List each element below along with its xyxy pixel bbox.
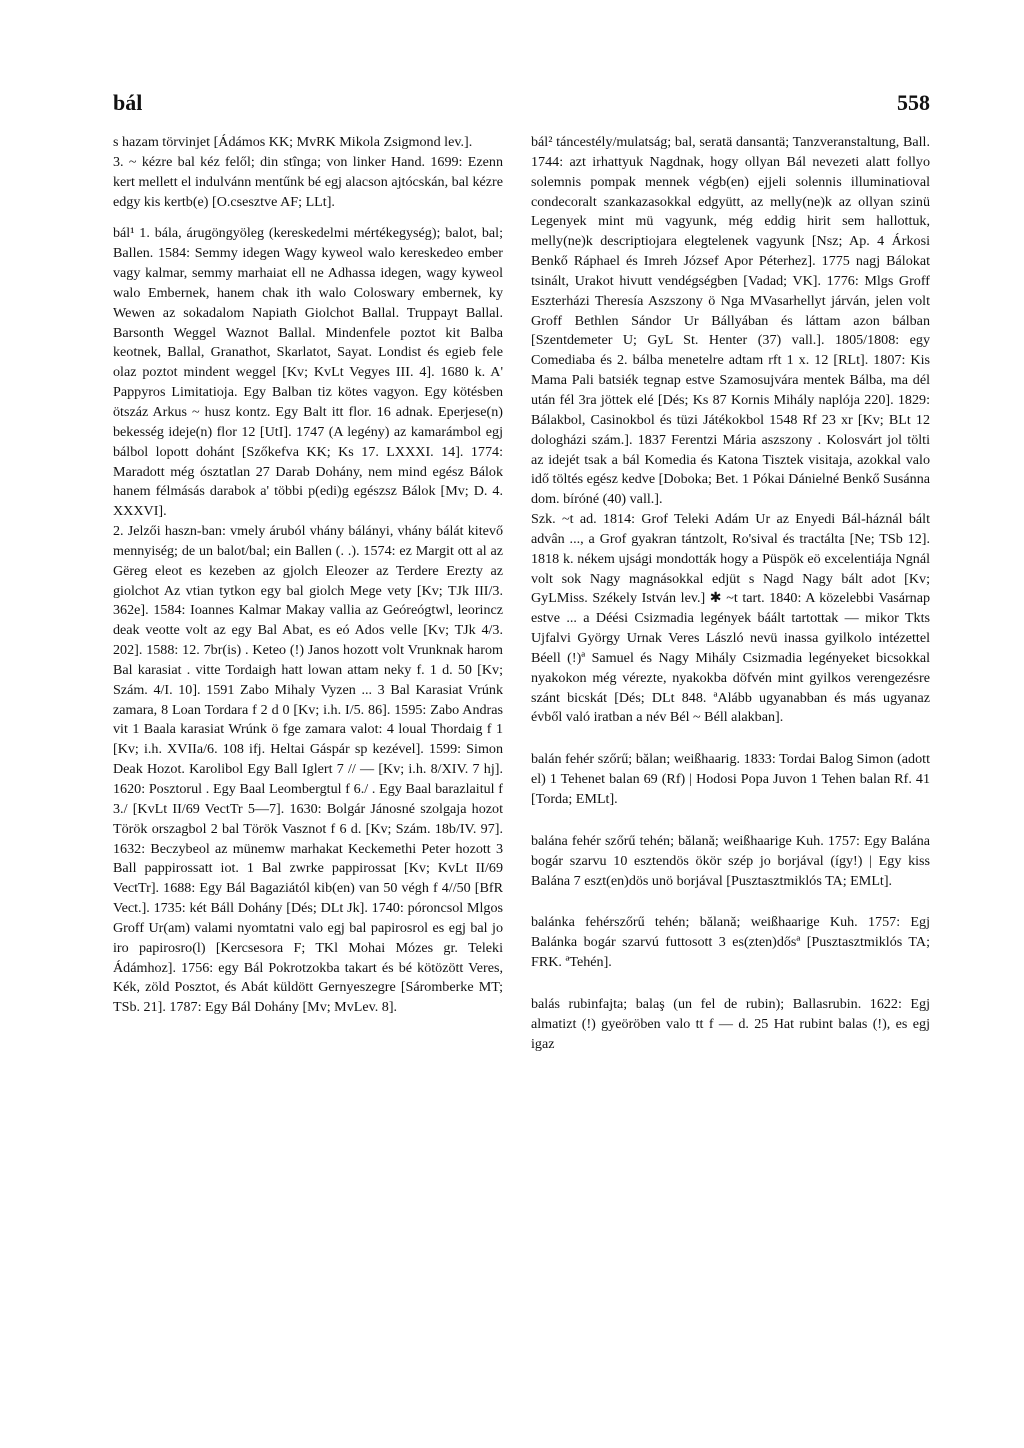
entry-balana: balána fehér szőrű tehén; bălană; weißhaarige Kuh. 1757: Egy Balána bogár szarvu 10 esztendös ökör szép jo borjával (így!) | Egy kiss Balána 7 eszt(en)dös unö borjával [Pusztasztmiklós TA; EMLt]. bbox=[531, 832, 930, 889]
left-column bbox=[113, 133, 503, 1018]
entry-paragraph: 3. ~ kézre bal kéz felől; din stînga; von linker Hand. 1699: Ezenn kert mellett el indulvánn mentűnk bé egj alacson ajtócskán, bal kézre edgy kis kertb(e) [O.csesztve AF; LLt]. bbox=[113, 153, 503, 210]
entry-balanka: balánka fehérszőrű tehén; bălană; weißhaarige Kuh. 1757: Egj Balánka bogár szarvú futtosott 3 es(zten)dősª [Pusztasztmiklós TA; FRK. ªTehén]. bbox=[531, 914, 930, 971]
right-column bbox=[531, 133, 930, 1054]
entry-paragraph: 2. Jelzői haszn-ban: vmely áruból vhány bálányi, vhány bálát kitevő mennyiség; de un balot/bal; ein Ballen (. .). 1574: ez Margit ott al az Gëreg eleot es kezeben az gjolch Eleozer az Terdere Erezty az giolchot Az vtian tytkon egy bal giolch Mege vety [Kv; TJk III/3. 362e]. 1584: Ioannes Kalmar Makay vallia az Geóreógtwl, leorincz deak veotte volt az egy Bal Abat, es eó Ados velle [Kv; TJk 4/3. 202]. 1588: 12. 7br(is) . Keteo (!) Janos hozott volt Vrunknak harom Bal karasiat . vitte Tordaigh hatt lowan attam neky f. 1 d. 50 [Kv; Szám. 4/I. 10]. 1591 Zabo Mihaly Vyzen ... 3 Bal Karasiat Vrúnk zamara, 8 Loan Tordara f 2 d 0 [Kv; i.h. I/5. 86]. 1595: Zabo Andras vit 1 Baala karasiat Wrúnk ö fge zamara valot: 4 loual Thordaig f 1 [Kv; i.h. XVIIa/6. 108 ifj. Heltai Gáspár sp kezével]. 1599: Simon Deak Hozot. Karolibol Egy Ball Iglert 7 // — [Kv; i.h. 8/XIV. 7 hj]. 1620: Posztorul . Egy Baal Leombergtul f 6./ . Egy Baal barazlaitul f 3./ [KvLt II/69 VectTr 5—7]. 1630: Bolgár Jánosné szolgaja hozot Török orszagbol 2 bal Török Vasznot f 6 d. [Kv; Szám. 18b/IV. 97]. 1632: Beczybeol az münemw marhakat Keckemethi Peter hozott 3 Ball pappirossatt iot. 1 Bal zwrke pappirossat [Kv; KvLt II/69 VectTr]. 1688: Egy Bál Bagaziától kib(en) van 50 végh f 4//50 [BfR Vect.]. 1735: két Báll Dohány [Dés; DLt Jk]. 1740: póroncsol Mlgos Groff Ur(am) valami nyomtatni valo egj bal papirosrol es egj bal jo iro papirosro(l) [Kercsesora F; TKl Mohai Mózes gr. Teleki Ádámhoz]. 1756: egy Bál Pokrotzokba takart és bé kötözött Veres, Kék, zöld Posztot, és Abát küldött Gernyeszegre [Sáromberke MT; TSb. 21]. 1787: Egy Bál Dohány [Mv; MvLev. 8]. bbox=[113, 523, 503, 1016]
page-number: 558 bbox=[897, 90, 930, 115]
entry-bal1: bál¹ 1. bála, árugöngyöleg (kereskedelmi mértékegység); balot, bal; Ballen. 1584: Semmy idegen Wagy kyweol walo kereskedeo ember vagy kalmar, semmy marhaiat ell ne Adhassa idegen, wagy kyweol walo Embernek, hanem chak ith walo Coloswary embernek, ky Wewen az sokadalom Napiath Giolchot Ballal. Truppayt Ballal. Barsonth Weggel Waznot Ballal. Mindenfele poztot kit Balba keotnek, Ballal, Granathot, Skarlatot, Sayat. Londist és egieb fele olaz poztot mindent weggel [Kv; KvLt Vegyes III. 4]. 1680 k. A' Pappyros Limitatioja. Egy Balban tiz kötes vagyon. Egy kötésben ötszáz Arkus ~ husz kontz. Egy Balt itt flor. 16 adnak. Eperjese(n) bekesség ideje(n) flor 12 [UtI]. 1747 (A legény) az kamarámbol egj bálbol lopott dohánt [Szőkefva KK; Ks 17. LXXXI. 14]. 1774: Maradott még ósztatlan 27 Darab Dohány, nem mind egész Bálok hanem félmásás darabok a' többi p(edi)g egészsz Bálok [Mv; D. 4. XXXVI]. bbox=[113, 225, 503, 520]
entry-bal2: bál² táncestély/mulatság; bal, seratä dansantä; Tanzveranstaltung, Ball. 1744: azt irhattyuk Nagdnak, hogy ollyan Bál nevezeti alatt follyo solemnis pompak mennek végb(en) ejjeli solennis illuminatioval condecoralt szankazasokkal edgyütt, az melly(ne)k az ollyan szinü Legenyek mint mü vagyunk, még eddig hirit sem hallottuk, melly(ne)k descriptiojara elegtelenek vagyunk [Nsz; Ap. 4 Árkosi Benkő Ráphael és Imreh József Apor Péterhez]. 1775 nagj Bálokat tsinált, Urakot hivutt vendégségben [Vadad; VK]. 1776: Mlgs Groff Eszterházi Theresía Aszszony ö Nga MVasarhellyt járván, jelen volt Groff Bethlen Sándor Ur Bállyában és láttam azon bálban [Szentdemeter U; GyL St. Henter (37) vall.]. 1805/1808: egy Comediaba és 2. bálba menetelre adtam rft 1 x. 12 [RLt]. 1807: Kis Mama Pali batsiék tegnap estve Szamosujvára mentek Bálba, ma dél után fél 3ra jöttek elé [Dés; Ks 87 Kornis Mihály naplója 220]. 1829: Bálakbol, Casinokbol és tüzi Játékokbol 1548 Rf 23 xr [Kv; BLt 12 dologházi szám.]. 1837 Ferentzi Mária aszszony . Kolosvárt jol tölti az idejét tsak a bál Komedia és Katona Tisztek visitaja, azokkal valo idő töltés egész kedve [Doboka; Bet. 1 Pókai Dánielné Benkő Susánna dom. bíróné (40) vall.]. bbox=[531, 134, 930, 508]
entry-balas: balás rubinfajta; balaş (un fel de rubin); Ballasrubin. 1622: Egj almatizt (!) gyeöröben valo tt f — d. 25 Hat rubint balas (!), es egj igaz bbox=[531, 995, 930, 1052]
entry-balan: balán fehér szőrű; bălan; weißhaarig. 1833: Tordai Balog Simon (adott el) 1 Tehenet balan 69 (Rf) | Hodosi Popa Juvon 1 Tehen balan Rf. 41 [Torda; EMLt]. bbox=[531, 751, 930, 807]
entry-paragraph: Szk. ~t ad. 1814: Grof Teleki Adám Ur az Enyedi Bál-háznál bált advân ..., a Grof gyakran tántzolt, Ro'sival és tractálta [Ne; TSb 12]. 1818 k. nékem ujsági mondották hogy a Püspök eö excelentiája Ngnál volt sok Nagy magnásokkal edjüt s Nagd Nagy bált adot [Kv; GyLMiss. Székely István lev.] ✱ ~t tart. 1840: A közelebbi Vasárnap estve ... a Déési Csizmadia legények báált tartottak — mikor Tkts Ujfalvi György Urnak Veres László nevü inassa gyilkolo intézettel Béell (!)ª Samuel és Nagy Mihály Csizmadia legényeket bicsokkal nyakokon még vérezte, nyakokba döfvén mint gyilkos verengezésre szánt bicskát [Dés; DLt 848. ªAlább ugyanabban és más ugyanaz évből való iratban a név Bél ~ Béll alakban]. bbox=[531, 511, 930, 726]
entry-paragraph: s hazam törvinjet [Ádámos KK; MvRK Mikola Zsigmond lev.]. bbox=[113, 134, 473, 150]
running-headword: bál bbox=[113, 90, 143, 115]
